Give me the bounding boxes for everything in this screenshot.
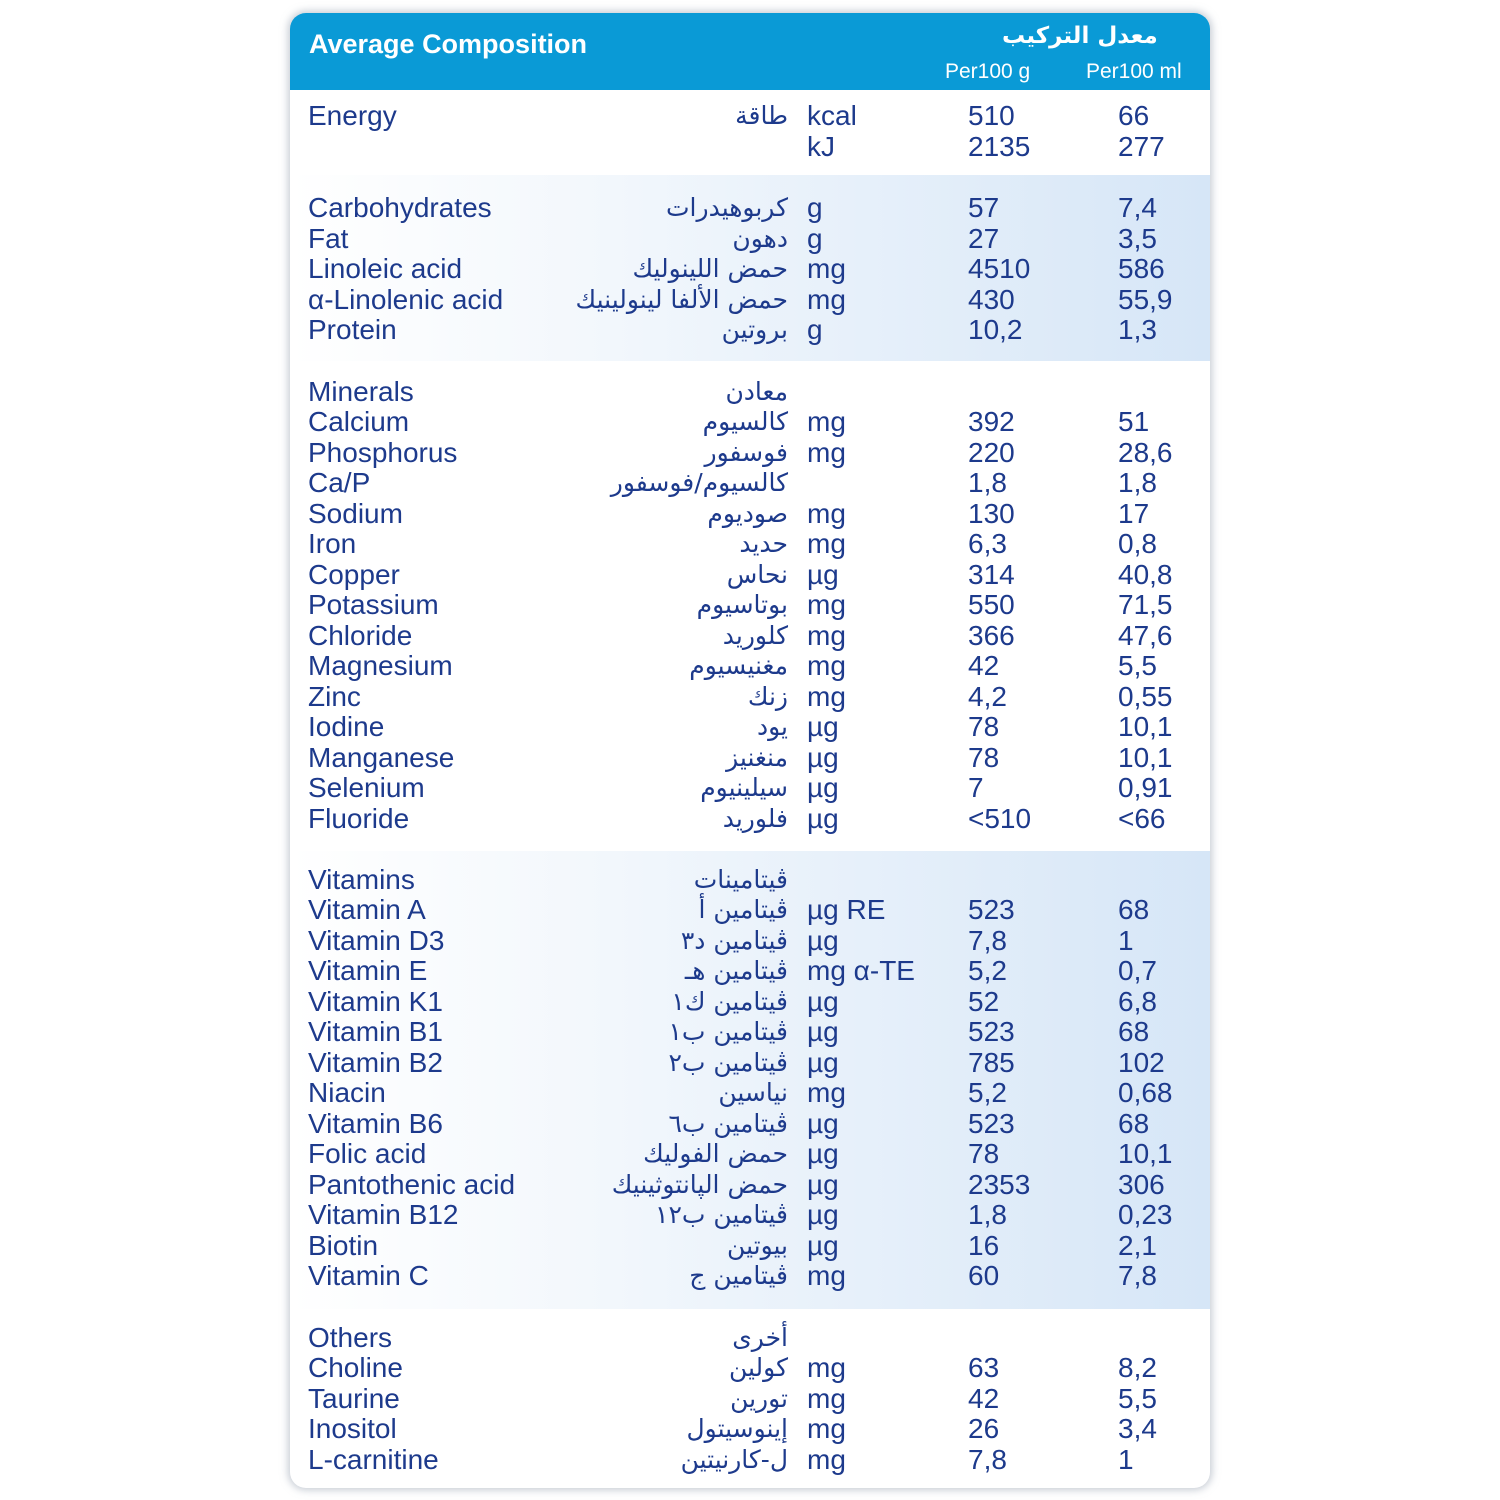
nutrient-unit: µg RE (807, 894, 886, 925)
nutrient-name-arabic: منغنيز (726, 743, 788, 772)
nutrient-unit: g (807, 314, 823, 345)
table-row (290, 1383, 1210, 1414)
value-per-100ml: 68 (1118, 1016, 1150, 1047)
header-title: Average Composition (309, 29, 588, 59)
nutrient-name: Magnesium (308, 650, 453, 681)
nutrient-name-arabic: معادن (725, 377, 788, 406)
nutrient-unit: µg (807, 925, 839, 956)
value-per-100g: 1,8 (968, 467, 1007, 498)
value-per-100ml: 3,5 (1118, 223, 1157, 254)
nutrient-name-arabic: ل-كارنيتين (680, 1445, 788, 1474)
nutrient-name: Biotin (308, 1230, 379, 1261)
nutrient-name-arabic: كولين (728, 1353, 788, 1382)
nutrient-unit: mg (807, 650, 846, 681)
value-per-100ml: 0,91 (1118, 772, 1173, 803)
value-per-100g: 1,8 (968, 1199, 1007, 1230)
nutrient-unit: µg (807, 711, 839, 742)
value-per-100g: 6,3 (968, 528, 1007, 559)
table-row (290, 803, 1210, 834)
value-per-100g: 550 (968, 589, 1015, 620)
nutrient-unit: mg (807, 1413, 846, 1444)
nutrient-name: Vitamin D3 (308, 925, 445, 956)
table-row (290, 528, 1210, 559)
value-per-100g: 392 (968, 406, 1015, 437)
value-per-100g: 27 (968, 223, 1000, 254)
table-row (290, 650, 1210, 681)
nutrient-name: L-carnitine (308, 1444, 439, 1475)
nutrient-name-arabic: كربوهيدرات (666, 193, 788, 222)
nutrient-name-arabic: طاقة (735, 101, 788, 130)
value-per-100g: 10,2 (968, 314, 1023, 345)
value-per-100g: 16 (968, 1230, 1000, 1261)
nutrient-name: Vitamin B12 (308, 1199, 459, 1230)
nutrient-name-arabic: فلوريد (722, 804, 788, 833)
nutrient-name-arabic: صوديوم (707, 499, 788, 528)
nutrient-unit: mg (807, 1077, 846, 1108)
table-row (290, 1016, 1210, 1047)
nutrient-unit: µg (807, 1230, 839, 1261)
nutrient-name: Choline (308, 1352, 403, 1383)
nutrient-unit: µg (807, 772, 839, 803)
value-per-100ml: 28,6 (1118, 437, 1173, 468)
nutrient-name: Minerals (308, 376, 414, 407)
value-per-100g: <510 (968, 803, 1032, 834)
value-per-100g: 2135 (968, 131, 1031, 162)
value-per-100ml: 1 (1118, 1444, 1134, 1475)
nutrient-name-arabic: حديد (739, 529, 788, 558)
nutrient-name: Inositol (308, 1413, 397, 1444)
table-row (290, 253, 1210, 284)
nutrient-name: Iron (308, 528, 357, 559)
table-row (290, 955, 1210, 986)
nutrient-unit: mg (807, 498, 846, 529)
value-per-100g: 78 (968, 742, 1000, 773)
nutrient-unit: kcal (807, 100, 857, 131)
nutrient-unit: µg (807, 742, 839, 773)
table-row (290, 559, 1210, 590)
nutrient-name: Vitamin C (308, 1260, 429, 1291)
value-per-100g: 78 (968, 1138, 1000, 1169)
nutrient-name-arabic: ڤيتامين ب٦ (668, 1109, 788, 1138)
nutrient-name: α-Linolenic acid (308, 284, 504, 315)
value-per-100g: 4,2 (968, 681, 1007, 712)
nutrient-unit: µg (807, 559, 839, 590)
nutrient-name-arabic: ڤيتامين د٣ (680, 926, 788, 955)
value-per-100ml: 586 (1118, 253, 1165, 284)
value-per-100ml: 10,1 (1118, 742, 1173, 773)
value-per-100g: 52 (968, 986, 1000, 1017)
value-per-100g: 314 (968, 559, 1015, 590)
nutrient-name: Others (308, 1322, 393, 1353)
value-per-100ml: 10,1 (1118, 711, 1173, 742)
value-per-100ml: 68 (1118, 1108, 1150, 1139)
nutrient-unit: µg (807, 1047, 839, 1078)
table-row (290, 467, 1210, 498)
nutrient-name: Vitamin B6 (308, 1108, 443, 1139)
value-per-100ml: 1 (1118, 925, 1134, 956)
nutrient-name-arabic: ڤيتامين هـ (684, 956, 788, 985)
value-per-100ml: 7,4 (1118, 192, 1157, 223)
nutrient-name-arabic: مغنيسيوم (689, 651, 788, 680)
nutrient-name-arabic: دهون (732, 224, 788, 253)
table-row (290, 314, 1210, 345)
nutrient-unit: µg (807, 1138, 839, 1169)
composition-panel (290, 13, 1210, 1488)
nutrient-unit: mg (807, 1260, 846, 1291)
nutrient-name-arabic: ڤيتامين ب١٢ (655, 1200, 788, 1229)
nutrient-name: Iodine (308, 711, 385, 742)
table-row (290, 1047, 1210, 1078)
table-row (290, 192, 1210, 223)
value-per-100g: 130 (968, 498, 1015, 529)
value-per-100ml: 0,55 (1118, 681, 1173, 712)
table-row (290, 498, 1210, 529)
column-header-per-100ml: Per100 ml (1086, 60, 1182, 83)
value-per-100ml: 71,5 (1118, 589, 1173, 620)
nutrient-name: Chloride (308, 620, 413, 651)
table-row (290, 284, 1210, 315)
table-row (290, 223, 1210, 254)
table-row (290, 1077, 1210, 1108)
value-per-100g: 523 (968, 894, 1015, 925)
value-per-100g: 430 (968, 284, 1015, 315)
value-per-100ml: 55,9 (1118, 284, 1173, 315)
nutrient-name-arabic: ڤيتامين ب٢ (668, 1048, 788, 1077)
nutrient-name: Vitamin A (308, 894, 426, 925)
value-per-100g: 366 (968, 620, 1015, 651)
nutrient-name-arabic: كلوريد (722, 621, 788, 650)
table-row (290, 1199, 1210, 1230)
nutrient-unit: mg α-TE (807, 955, 915, 986)
value-per-100ml: 68 (1118, 894, 1150, 925)
nutrient-name-arabic: حمض الفوليك (643, 1139, 788, 1168)
value-per-100ml: 10,1 (1118, 1138, 1173, 1169)
value-per-100g: 5,2 (968, 1077, 1007, 1108)
nutrient-name-arabic: زنك (747, 682, 788, 711)
nutrient-name-arabic: سيلينيوم (700, 773, 788, 802)
nutrient-unit: mg (807, 681, 846, 712)
nutrient-name-arabic: ڤيتامين ج (689, 1261, 788, 1290)
nutrient-name: Linoleic acid (308, 253, 463, 284)
value-per-100ml: 3,4 (1118, 1413, 1157, 1444)
table-row (290, 864, 1210, 895)
nutrient-name: Ca/P (308, 467, 371, 498)
nutrient-unit: mg (807, 1444, 846, 1475)
table-row (290, 620, 1210, 651)
nutrient-name: Selenium (308, 772, 425, 803)
nutrient-name: Fluoride (308, 803, 410, 834)
header-title-arabic: معدل التركيب (1002, 23, 1158, 49)
nutrient-name-arabic: بيوتين (727, 1231, 788, 1260)
value-per-100ml: 5,5 (1118, 650, 1157, 681)
value-per-100g: 5,2 (968, 955, 1007, 986)
nutrient-unit: µg (807, 1169, 839, 1200)
value-per-100ml: 66 (1118, 100, 1150, 131)
nutrient-name: Energy (308, 100, 397, 131)
value-per-100ml: 47,6 (1118, 620, 1173, 651)
table-header (290, 13, 1210, 90)
nutrient-name: Vitamin K1 (308, 986, 443, 1017)
nutrient-name: Pantothenic acid (308, 1169, 516, 1200)
value-per-100ml: 1,8 (1118, 467, 1157, 498)
table-row (290, 742, 1210, 773)
nutrient-name-arabic: ڤيتامين ب١ (668, 1017, 788, 1046)
value-per-100g: 7,8 (968, 925, 1007, 956)
nutrient-name-arabic: ڤيتامين أ (698, 895, 788, 924)
table-row (290, 1322, 1210, 1353)
value-per-100ml: 8,2 (1118, 1352, 1157, 1383)
value-per-100ml: 2,1 (1118, 1230, 1157, 1261)
value-per-100ml: 7,8 (1118, 1260, 1157, 1291)
value-per-100ml: 0,68 (1118, 1077, 1173, 1108)
nutrient-unit: mg (807, 1383, 846, 1414)
nutrient-name-arabic: بروتين (721, 315, 788, 344)
value-per-100g: 7,8 (968, 1444, 1007, 1475)
nutrient-unit: g (807, 223, 823, 254)
value-per-100g: 26 (968, 1413, 1000, 1444)
nutrient-name: Potassium (308, 589, 439, 620)
table-row (290, 1413, 1210, 1444)
value-per-100g: 4510 (968, 253, 1031, 284)
value-per-100ml: 102 (1118, 1047, 1165, 1078)
table-row (290, 131, 1210, 162)
nutrient-name: Protein (308, 314, 397, 345)
table-row (290, 1108, 1210, 1139)
value-per-100g: 7 (968, 772, 984, 803)
value-per-100ml: 5,5 (1118, 1383, 1157, 1414)
nutrient-name-arabic: حمض الألفا لينولينيك (575, 285, 788, 314)
table-row (290, 376, 1210, 407)
nutrient-unit: mg (807, 284, 846, 315)
nutrient-unit: µg (807, 1108, 839, 1139)
nutrient-unit: µg (807, 1016, 839, 1047)
value-per-100ml: 40,8 (1118, 559, 1173, 590)
value-per-100g: 523 (968, 1016, 1015, 1047)
nutrient-name: Folic acid (308, 1138, 427, 1169)
table-row (290, 1444, 1210, 1475)
table-row (290, 894, 1210, 925)
value-per-100ml: 277 (1118, 131, 1165, 162)
nutrient-unit: mg (807, 437, 846, 468)
value-per-100g: 63 (968, 1352, 1000, 1383)
table-row (290, 772, 1210, 803)
nutrient-name: Sodium (308, 498, 403, 529)
value-per-100ml: 0,8 (1118, 528, 1157, 559)
nutrient-unit: mg (807, 589, 846, 620)
nutrient-name-arabic: حمض الپانتوثينيك (611, 1170, 788, 1199)
nutrient-name-arabic: يود (756, 712, 788, 741)
value-per-100g: 523 (968, 1108, 1015, 1139)
nutrient-name: Fat (308, 223, 349, 254)
value-per-100ml: <66 (1118, 803, 1166, 834)
nutrient-name: Copper (308, 559, 400, 590)
nutrient-name: Vitamin E (308, 955, 428, 986)
nutrient-name: Manganese (308, 742, 455, 773)
nutrient-name-arabic: كالسيوم (702, 407, 788, 436)
nutrient-unit: g (807, 192, 823, 223)
value-per-100g: 60 (968, 1260, 1000, 1291)
value-per-100ml: 0,23 (1118, 1199, 1173, 1230)
nutrient-name-arabic: بوتاسيوم (696, 590, 788, 619)
nutrient-name-arabic: فوسفور (704, 438, 788, 467)
table-row (290, 681, 1210, 712)
nutrient-name-arabic: ڤيتامينات (693, 865, 788, 894)
table-row (290, 1138, 1210, 1169)
value-per-100ml: 1,3 (1118, 314, 1157, 345)
nutrient-name-arabic: ڤيتامين ك١ (671, 987, 788, 1016)
nutrient-name: Zinc (308, 681, 361, 712)
nutrient-name-arabic: نحاس (726, 560, 788, 589)
table-row (290, 986, 1210, 1017)
table-row (290, 1230, 1210, 1261)
nutrient-unit: µg (807, 803, 839, 834)
nutrient-unit: kJ (807, 131, 835, 162)
nutrient-name: Niacin (308, 1077, 386, 1108)
nutrient-name-arabic: حمض اللينوليك (632, 254, 788, 283)
table-row (290, 589, 1210, 620)
nutrient-name: Taurine (308, 1383, 400, 1414)
nutrient-unit: mg (807, 620, 846, 651)
nutrient-name-arabic: كالسيوم/فوسفور (610, 468, 788, 497)
value-per-100ml: 0,7 (1118, 955, 1157, 986)
table-row (290, 406, 1210, 437)
value-per-100g: 78 (968, 711, 1000, 742)
value-per-100ml: 17 (1118, 498, 1150, 529)
nutrient-unit: µg (807, 1199, 839, 1230)
nutrient-unit: mg (807, 1352, 846, 1383)
value-per-100g: 42 (968, 1383, 1000, 1414)
nutrient-name-arabic: نياسين (718, 1078, 788, 1107)
nutrient-name: Calcium (308, 406, 410, 437)
nutrient-unit: µg (807, 986, 839, 1017)
nutrient-unit: mg (807, 253, 846, 284)
nutrient-name: Vitamins (308, 864, 415, 895)
value-per-100g: 785 (968, 1047, 1015, 1078)
value-per-100g: 42 (968, 650, 1000, 681)
nutrient-name-arabic: إينوسيتول (686, 1414, 788, 1443)
nutrient-name: Vitamin B1 (308, 1016, 443, 1047)
nutrient-unit: mg (807, 528, 846, 559)
table-row (290, 100, 1210, 131)
nutrient-unit: mg (807, 406, 846, 437)
table-row (290, 1352, 1210, 1383)
column-header-per-100g: Per100 g (945, 60, 1031, 83)
value-per-100g: 57 (968, 192, 1000, 223)
value-per-100g: 510 (968, 100, 1015, 131)
nutrient-name-arabic: أخرى (732, 1323, 788, 1352)
table-row (290, 925, 1210, 956)
value-per-100ml: 306 (1118, 1169, 1165, 1200)
value-per-100g: 220 (968, 437, 1015, 468)
nutrient-name: Carbohydrates (308, 192, 492, 223)
table-row (290, 1260, 1210, 1291)
nutrient-name: Vitamin B2 (308, 1047, 443, 1078)
value-per-100g: 2353 (968, 1169, 1031, 1200)
value-per-100ml: 6,8 (1118, 986, 1157, 1017)
nutrient-name-arabic: تورين (730, 1384, 788, 1413)
table-row (290, 1169, 1210, 1200)
value-per-100ml: 51 (1118, 406, 1150, 437)
table-row (290, 711, 1210, 742)
nutrient-name: Phosphorus (308, 437, 458, 468)
table-row (290, 437, 1210, 468)
